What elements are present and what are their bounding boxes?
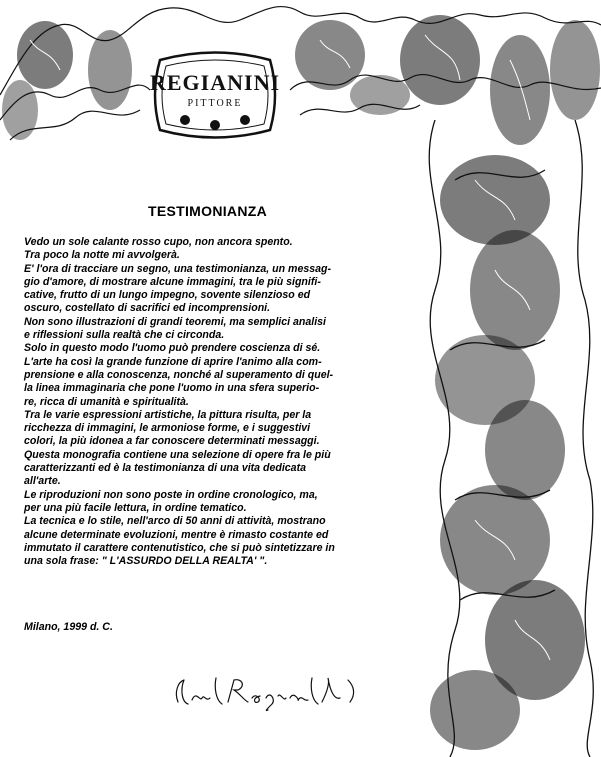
emblem-name: REGIANINI — [150, 70, 281, 95]
text-line: Vedo un sole calante rosso cupo, non ancora spento. — [24, 236, 293, 248]
text-line: colori, la più idonea a far conoscere determinati messaggi. — [24, 435, 320, 448]
text-line: re, ricca di umanità e spiritualità. — [24, 395, 189, 408]
testimony-text — [24, 236, 394, 568]
emblem-cartouche — [150, 50, 280, 140]
text-line: oscuro, costellato di sacrifici ed incomprensioni. — [24, 302, 271, 315]
text-line: all'arte. — [24, 475, 61, 488]
page-title: TESTIMONIANZA — [148, 203, 268, 219]
text-line: ricchezza di immagini, le armoniose forme, e i suggestivi — [24, 422, 311, 435]
text-line: la linea immaginaria che pone l'uomo in una sfera superio- — [24, 382, 320, 395]
text-line: Solo in questo modo l'uomo può prendere coscienza di sé. — [24, 342, 321, 355]
text-line: una sola frase: " L'ASSURDO DELLA REALTA' ". — [24, 555, 268, 568]
text-line: Le riproduzioni non sono poste in ordine cronologico, ma, — [24, 488, 318, 501]
text-line: E' l'ora di tracciare un segno, una testimonianza, un messag- — [24, 262, 332, 275]
text-line: L'arte ha così la grande funzione di aprire l'animo alla com- — [24, 355, 322, 368]
text-line: e riflessioni sulla realtà che ci circonda. — [24, 329, 225, 342]
decorative-border-right — [395, 120, 601, 757]
text-line: cative, frutto di un lungo impegno, sovente silenzioso ed — [24, 289, 311, 302]
text-line: alcune determinate evoluzioni, mentre è rimasto costante ed — [24, 528, 329, 541]
text-line: per una più facile lettura, in ordine tematico. — [24, 501, 247, 514]
text-line: Questa monografia contiene una selezione di opere fra le più — [24, 448, 331, 461]
text-line: Tra le varie espressioni artistiche, la pittura risulta, per la — [24, 408, 312, 421]
text-line: gio d'amore, di mostrare alcune immagini, tra le più signifi- — [24, 275, 321, 288]
text-line: Tra poco la notte mi avvolgerà. — [24, 249, 180, 262]
text-line: caratterizzanti ed è la testimonianza di una vita dedicata — [24, 462, 306, 475]
place-date: Milano, 1999 d. C. — [24, 621, 113, 633]
text-line: La tecnica e lo stile, nell'arco di 50 anni di attività, mostrano — [24, 515, 326, 528]
text-line: immutato il carattere contenutistico, che si può sintetizzare in — [24, 541, 335, 554]
handwritten-signature — [172, 672, 372, 712]
text-line: prensione e alla conoscenza, nonché al superamento di quel- — [24, 368, 334, 381]
emblem-subtitle: PITTORE — [187, 98, 243, 109]
text-line: Non sono illustrazioni di grandi teoremi, ma semplici analisi — [24, 315, 326, 328]
